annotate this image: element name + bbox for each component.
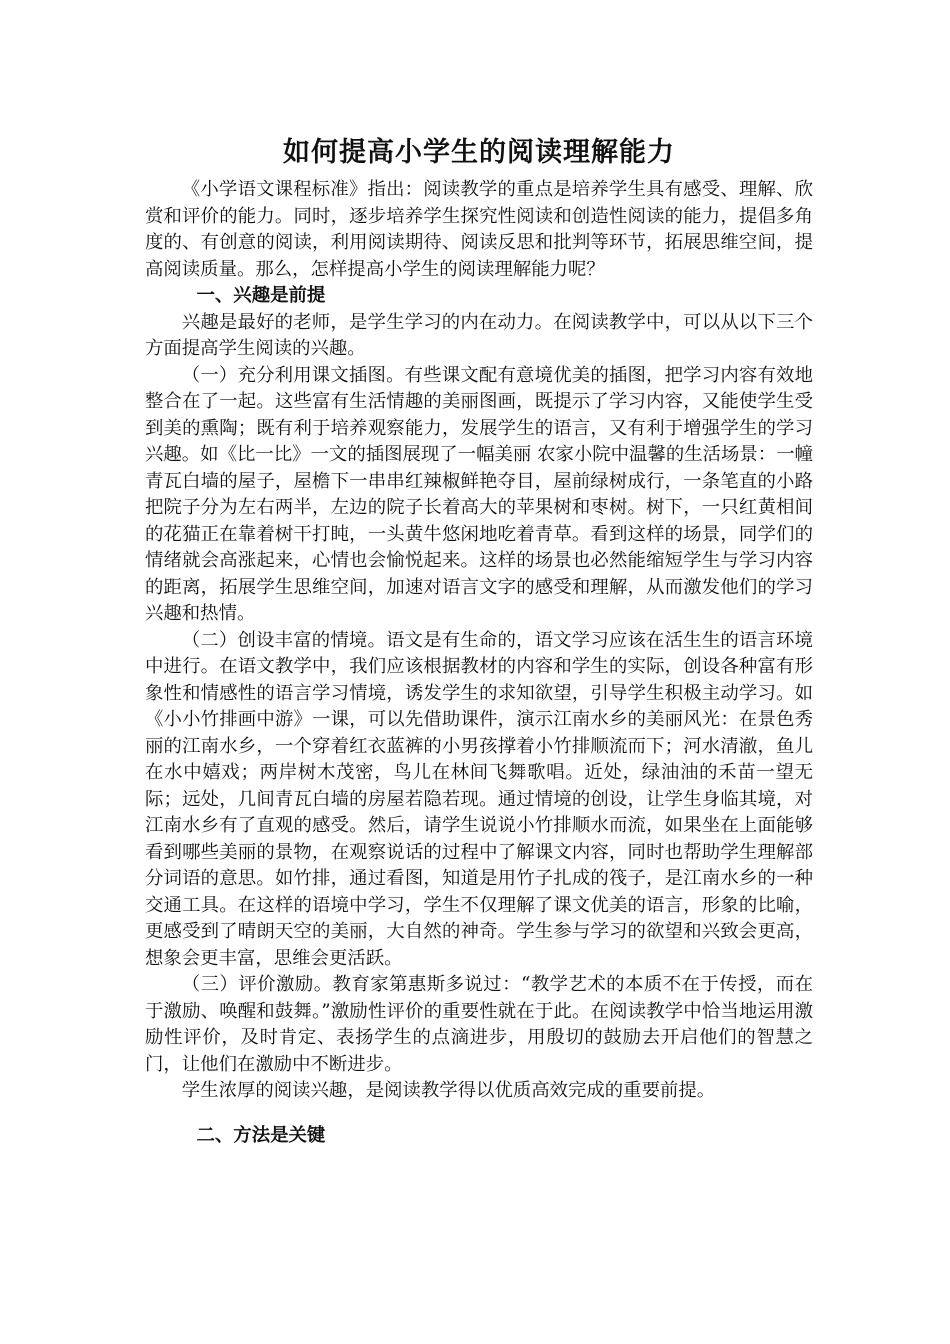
item1-paragraph: （一）充分利用课文插图。有些课文配有意境优美的插图，把学习内容有效地整合在了一起。这些富有生活情趣的美丽图画，既提示了学习内容，又能使学生受到美的熏陶；既有利于培养观察能力，发展学生的语言，又有利于增强学生的学习兴趣。如《比一比》一文的插图展现了一幅美丽 农家小院中温馨的生活场景：一幢青瓦白墙的屋子，屋檐下一串串红辣椒鲜艳夺目，屋前绿树成行，一条笔直的小路把院子分为左右两半，左边的院子长着高大的苹果树和枣树。树下，一只红黄相间的花猫正在靠着树干打盹，一头黄牛悠闲地吃着青草。看到这样的场景，同学们的情绪就会高涨起来，心情也会愉悦起来。这样的场景也必然能缩短学生与学习内容的距离，拓展学生思维空间，加速对语言文字的感受和理解，从而激发他们的学习兴趣和热情。 [145, 364, 813, 624]
section-heading-interest: 一、兴趣是前提 [196, 285, 326, 306]
item2-paragraph: （二）创设丰富的情境。语文是有生命的，语文学习应该在活生生的语言环境中进行。在语文教学中，我们应该根据教材的内容和学生的实际，创设各种富有形象性和情感性的语言学习情境，诱发学生的求知欲望，引导学生积极主动学习。如《小小竹排画中游》一课，可以先借助课件，演示江南水乡的美丽风光：在景色秀丽的江南水乡，一个穿着红衣蓝裤的小男孩撑着小竹排顺流而下；河水清澈，鱼儿在水中嬉戏；两岸树木茂密，鸟儿在林间飞舞歌唱。近处，绿油油的禾苗一望无际；远处，几间青瓦白墙的房屋若隐若现。通过情境的创设，让学生身临其境，对江南水乡有了直观的感受。然后，请学生说说小竹排顺水而流，如果坐在上面能够看到哪些美丽的景物，在观察说话的过程中了解课文内容，同时也帮助学生理解部分词语的意思。如竹排，通过看图，知道是用竹子扎成的筏子，是江南水乡的一种交通工具。在这样的语境中学习，学生不仅理解了课文优美的语言，形象的比喻，更感受到了晴朗天空的美丽，大自然的神奇。学生参与学习的欲望和兴致会更高，想象会更丰富，思维会更活跃。 [145, 629, 813, 969]
section-heading-method: 二、方法是关键 [196, 1124, 326, 1146]
section1-intro-paragraph: 兴趣是最好的老师，是学生学习的内在动力。在阅读教学中，可以从以下三个方面提高学生阅读的兴趣。 [145, 311, 813, 359]
intro-paragraph: 《小学语文课程标准》指出：阅读教学的重点是培养学生具有感受、理解、欣赏和评价的能力。同时，逐步培养学生探究性阅读和创造性阅读的能力，提倡多角度的、有创意的阅读，利用阅读期待、阅读反思和批判等环节，拓展思维空间，提高阅读质量。那么，怎样提高小学生的阅读理解能力呢？ [145, 179, 813, 280]
section1-summary-paragraph: 学生浓厚的阅读兴趣，是阅读教学得以优质高效完成的重要前提。 [181, 1080, 716, 1101]
document-title: 如何提高小学生的阅读理解能力 [283, 137, 675, 168]
document-body [145, 133, 813, 1149]
item3-paragraph: （三）评价激励。教育家第惠斯多说过：“教学艺术的本质不在于传授，而在于激励、唤醒和鼓舞。”激励性评价的重要性就在于此。在阅读教学中恰当地运用激励性评价，及时肯定、表扬学生的点滴进步，用殷切的鼓励去开启他们的智慧之门，让他们在激励中不断进步。 [145, 974, 813, 1075]
